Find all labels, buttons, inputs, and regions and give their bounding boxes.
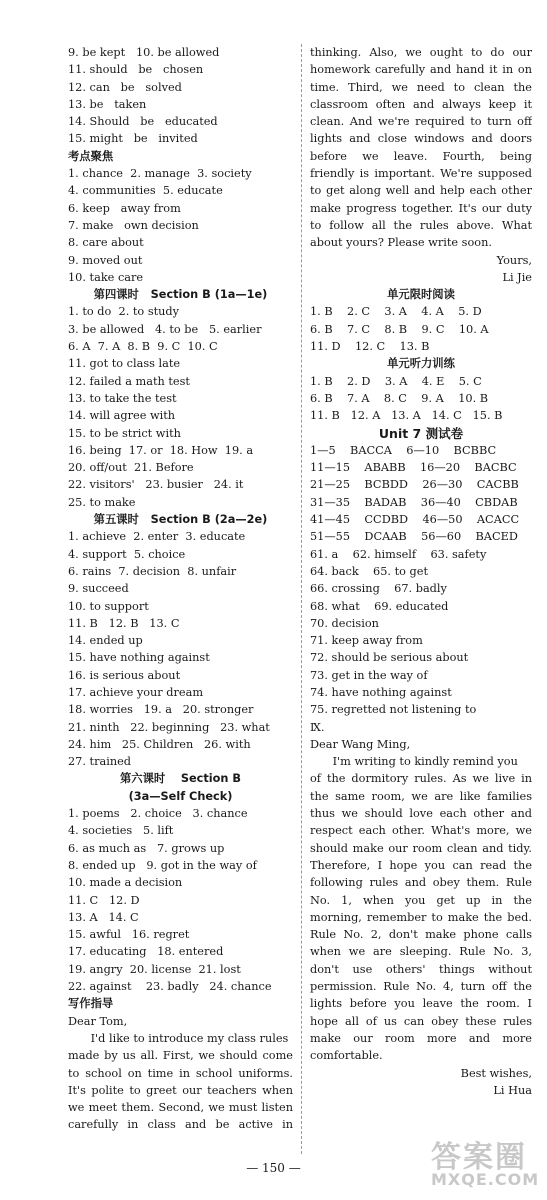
text-line: thus we should love each other and [310,807,532,821]
text-line: 66. crossing 67. badly [310,582,447,596]
text-line: 21. ninth 22. beginning 23. what [68,720,270,734]
text-line: to follow all the rules above. What [310,218,532,232]
text-line: 24. him 25. Children 26. with [68,737,251,751]
text-line: 15. have nothing against [68,651,210,665]
text-line: 12. can be solved [68,80,182,94]
text-line: 11. D 12. C 13. B [310,340,430,354]
text-line: before we leave. Fourth, being [310,149,532,163]
text-line: when we are sleeping. Rule No. 3, [310,945,532,959]
watermark-url: MXQE.COM [431,1170,540,1189]
text-line: hope all of us can obey these rules [310,1014,532,1028]
watermark-logo [425,1128,540,1194]
text-line: Rule No. 2, don't make phone calls [310,928,532,942]
text-line: morning, remember to make the bed. [310,910,532,924]
text-line: 11. C 12. D [68,893,140,907]
text-line: 17. educating 18. entered [68,945,224,959]
text-line: 27. trained [68,755,132,769]
text-line: 16. being 17. or 18. How 19. a [68,443,254,457]
text-line: 1—5 BACCA 6—10 BCBBC [310,443,497,457]
text-line: 15. to be strict with [68,426,181,440]
text-line: don't use others' things without [310,962,532,976]
text-line: 8. care about [68,236,144,250]
text-line: 8. ended up 9. got in the way of [68,858,257,872]
text-line: make our room more and more [310,1031,532,1045]
text-line: 9. succeed [68,582,129,596]
text-line: the same room, we are like families [310,789,532,803]
text-line: make progress together. It's our duty [310,201,532,215]
text-line: 61. a 62. himself 63. safety [310,547,487,561]
left-column [68,44,293,1134]
text-line: 25. to make [68,495,136,509]
text-line: 41—45 CCDBD 46—50 ACACC [310,513,520,527]
text-line: Li Hua [493,1083,532,1097]
text-line: 22. visitors' 23. busier 24. it [68,478,244,492]
text-line: 6. keep away from [68,201,181,215]
text-line: 4. communities 5. educate [68,184,223,198]
text-line: 1. chance 2. manage 3. society [68,167,252,181]
section-heading: 第五课时 Section B (2a—2e) [93,513,268,527]
text-line: 6. A 7. A 8. B 9. C 10. C [68,340,218,354]
text-line: 13. be taken [68,97,147,111]
text-line: 7. make own decision [68,218,199,232]
text-line: 17. achieve your dream [68,685,204,699]
text-line: 22. against 23. badly 24. chance [68,980,272,994]
text-line: 70. decision [310,616,379,630]
text-line: 75. regretted not listening to [310,703,477,717]
text-line: 1. poems 2. choice 3. chance [68,807,248,821]
text-line: I'd like to introduce my class rules [90,1031,289,1045]
text-line: 10. to support [68,599,149,613]
text-line: 11—15 ABABB 16—20 BACBC [310,461,517,475]
text-line: of the dormitory rules. As we live in [310,772,532,786]
text-line: 1. achieve 2. enter 3. educate [68,530,246,544]
text-line: 14. will agree with [68,409,176,423]
text-line: 1. B 2. D 3. A 4. E 5. C [310,374,482,388]
text-line: friendly is important. We're supposed [310,167,532,181]
text-line: 10. made a decision [68,876,183,890]
text-line: we meet them. Second, we must listen [68,1101,293,1115]
text-line: 11. should be chosen [68,63,204,77]
text-line: 19. angry 20. license 21. lost [68,962,241,976]
text-line: Best wishes, [460,1066,532,1080]
text-line: comfortable. [310,1049,383,1063]
text-line: 71. keep away from [310,634,423,648]
text-line: thinking. Also, we ought to do our [310,46,532,59]
text-line: 6. B 7. C 8. B 9. C 10. A [310,322,489,336]
text-line: 14. Should be educated [68,115,218,129]
section-heading: 考点聚焦 [68,149,114,163]
text-line: It's polite to greet our teachers when [68,1083,293,1097]
text-line: respect each other. What's more, we [310,824,532,838]
text-line: to school on time in school uniforms. [68,1066,293,1080]
text-line: 12. failed a math test [68,374,190,388]
text-line: 64. back 65. to get [310,564,429,578]
page-number: — 150 — [246,1161,301,1175]
text-line: about yours? Please write soon. [310,236,492,250]
text-line: clean. And we're required to turn off [310,115,532,129]
text-line: 9. moved out [68,253,143,267]
text-line: 1. B 2. C 3. A 4. A 5. D [310,305,482,319]
text-line: 14. ended up [68,634,143,648]
text-line: should make our room clean and tidy. [310,841,532,855]
text-line: time. Third, we need to clean the [310,80,532,94]
text-line: 20. off/out 21. Before [68,461,194,475]
text-line: Ⅸ. [310,720,325,734]
text-line: Li Jie [502,270,532,284]
text-line: No. 1, when you get up in the [310,893,532,907]
text-line: 15. awful 16. regret [68,928,190,942]
text-line: following rules and obey them. Rule [310,876,532,890]
text-line: 6. B 7. A 8. C 9. A 10. B [310,391,489,405]
text-line: 31—35 BADAB 36—40 CBDAB [310,495,518,509]
text-line: 51—55 DCAAB 56—60 BACED [310,530,518,544]
text-line: 11. got to class late [68,357,181,371]
text-line: 21—25 BCBDD 26—30 CACBB [310,478,519,492]
text-line: Dear Wang Ming, [310,737,411,751]
text-line: to get along well and help each other [310,184,532,198]
text-line: 16. is serious about [68,668,181,682]
text-line: I'm writing to kindly remind you [332,755,518,769]
text-line: 11. B 12. A 13. A 14. C 15. B [310,409,503,423]
text-line: homework carefully and hand it in on [310,63,532,77]
text-line: lights and close windows and doors [310,132,532,146]
text-line: 3. be allowed 4. to be 5. earlier [68,322,262,336]
text-line: 4. support 5. choice [68,547,186,561]
text-line: Yours, [496,253,532,267]
text-line: lights before you leave the room. I [310,997,532,1011]
text-line: 13. A 14. C [68,910,139,924]
section-heading: Unit 7 测试卷 [378,425,464,441]
text-line: 13. to take the test [68,391,177,405]
watermark-text: 答案圈 [431,1140,527,1175]
text-line: 15. might be invited [68,132,198,146]
section-heading: (3a—Self Check) [128,789,233,803]
text-line: 6. rains 7. decision 8. unfair [68,564,237,578]
text-line: 68. what 69. educated [310,599,449,613]
section-heading: 第六课时 Section B [119,772,242,786]
section-heading: 单元听力训练 [387,357,455,371]
text-line: 73. get in the way of [310,668,428,682]
text-line: 74. have nothing against [310,685,452,699]
text-line: 18. worries 19. a 20. stronger [68,703,254,717]
text-line: made by us all. First, we should come [68,1049,293,1063]
text-line: 1. to do 2. to study [68,305,180,319]
column-divider [301,44,302,1154]
text-line: 72. should be serious about [310,651,469,665]
right-column [310,44,532,1099]
text-line: 9. be kept 10. be allowed [68,46,220,59]
text-line: 11. B 12. B 13. C [68,616,180,630]
text-line: Therefore, I hope you can read the [310,858,532,872]
section-heading: 写作指导 [68,997,114,1011]
section-heading: 第四课时 Section B (1a—1e) [93,288,268,302]
text-line: Dear Tom, [68,1014,128,1028]
text-line: classroom often and always keep it [310,97,532,111]
section-heading: 单元限时阅读 [387,288,455,302]
text-line: 10. take care [68,270,144,284]
text-line: 6. as much as 7. grows up [68,841,225,855]
text-line: carefully in class and be active in [68,1118,293,1132]
text-line: permission. Rule No. 4, turn off the [310,980,532,994]
text-line: 4. societies 5. lift [68,824,174,838]
